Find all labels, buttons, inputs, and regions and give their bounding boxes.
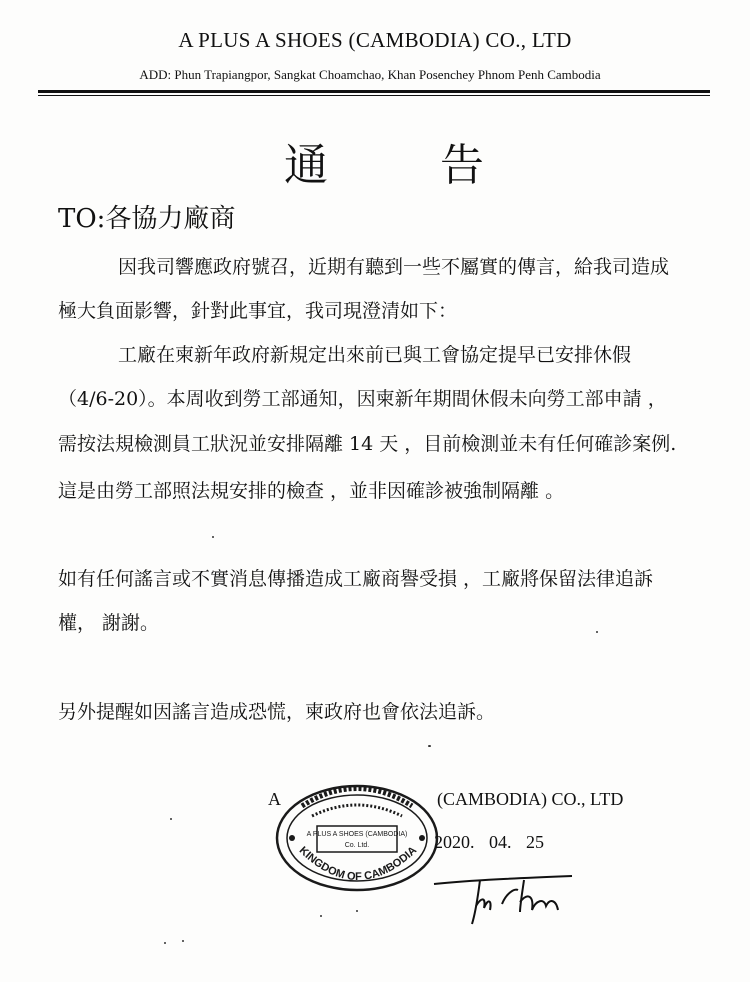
scan-speck bbox=[596, 631, 598, 633]
signature-company-suffix: (CAMBODIA) CO., LTD bbox=[437, 789, 624, 809]
scan-speck bbox=[212, 536, 214, 538]
paragraph-line: 極大負面影響，針對此事宜，我司現澄清如下： bbox=[58, 300, 458, 322]
stamp-text-line-1: A PLUS A SHOES (CAMBODIA) bbox=[306, 831, 408, 838]
scan-speck bbox=[428, 745, 431, 747]
paragraph-line: 工廠在柬新年政府新規定出來前已與工會協定提早已安排休假 bbox=[118, 344, 632, 366]
scan-speck bbox=[182, 940, 184, 942]
notice-title bbox=[284, 140, 484, 192]
signature-date: 2020. 04. 25 bbox=[434, 832, 544, 852]
stamp-text-arc bbox=[297, 844, 420, 883]
paragraph-line: 因我司響應政府號召，近期有聽到一些不屬實的傳言，給我司造成 bbox=[118, 256, 670, 278]
notice-title-char-1: 通 bbox=[284, 140, 328, 191]
stamp-text-line-2: Co. Ltd. bbox=[344, 842, 370, 849]
signature-company-prefix: A bbox=[268, 789, 281, 809]
scan-speck bbox=[356, 910, 358, 912]
scan-speck bbox=[170, 818, 172, 820]
paragraph-line: 如有任何謠言或不實消息傳播造成工廠商譽受損 ，工廠將保留法律追訴 bbox=[58, 568, 654, 590]
letterhead-divider-thin bbox=[38, 95, 710, 96]
paragraph-line: （4/6-20）。本周收到勞工部通知，因柬新年期間休假未向勞工部申請 ， bbox=[58, 388, 667, 410]
paragraph-line: 權， 謝謝。 bbox=[58, 612, 160, 634]
scan-speck bbox=[320, 915, 322, 917]
letterhead-divider-thick bbox=[38, 90, 710, 93]
paragraph-line: 需按法規檢測員工狀況並安排隔離 14 天 ，目前檢測並未有任何確診案例. bbox=[58, 433, 677, 455]
handwritten-signature bbox=[432, 866, 582, 926]
notice-title-char-2: 告 bbox=[440, 140, 484, 191]
company-seal-stamp bbox=[272, 776, 442, 896]
letterhead-company-name: A PLUS A SHOES (CAMBODIA) CO., LTD bbox=[178, 28, 572, 52]
paragraph-line: 另外提醒如因謠言造成恐慌，柬政府也會依法追訴。 bbox=[58, 701, 496, 723]
letterhead-address: ADD: Phun Trapiangpor, Sangkat Choamchao, Khan Posenchey Phnom Penh Cambodia bbox=[139, 67, 601, 82]
stamp-text-line-3: KINGDOM OF CAMBODIA bbox=[296, 844, 420, 884]
scan-speck bbox=[164, 942, 166, 944]
notice-recipient: TO:各協力廠商 bbox=[58, 204, 236, 234]
paragraph-line: 這是由勞工部照法規安排的檢查 ，並非因確診被強制隔離 。 bbox=[58, 480, 565, 502]
